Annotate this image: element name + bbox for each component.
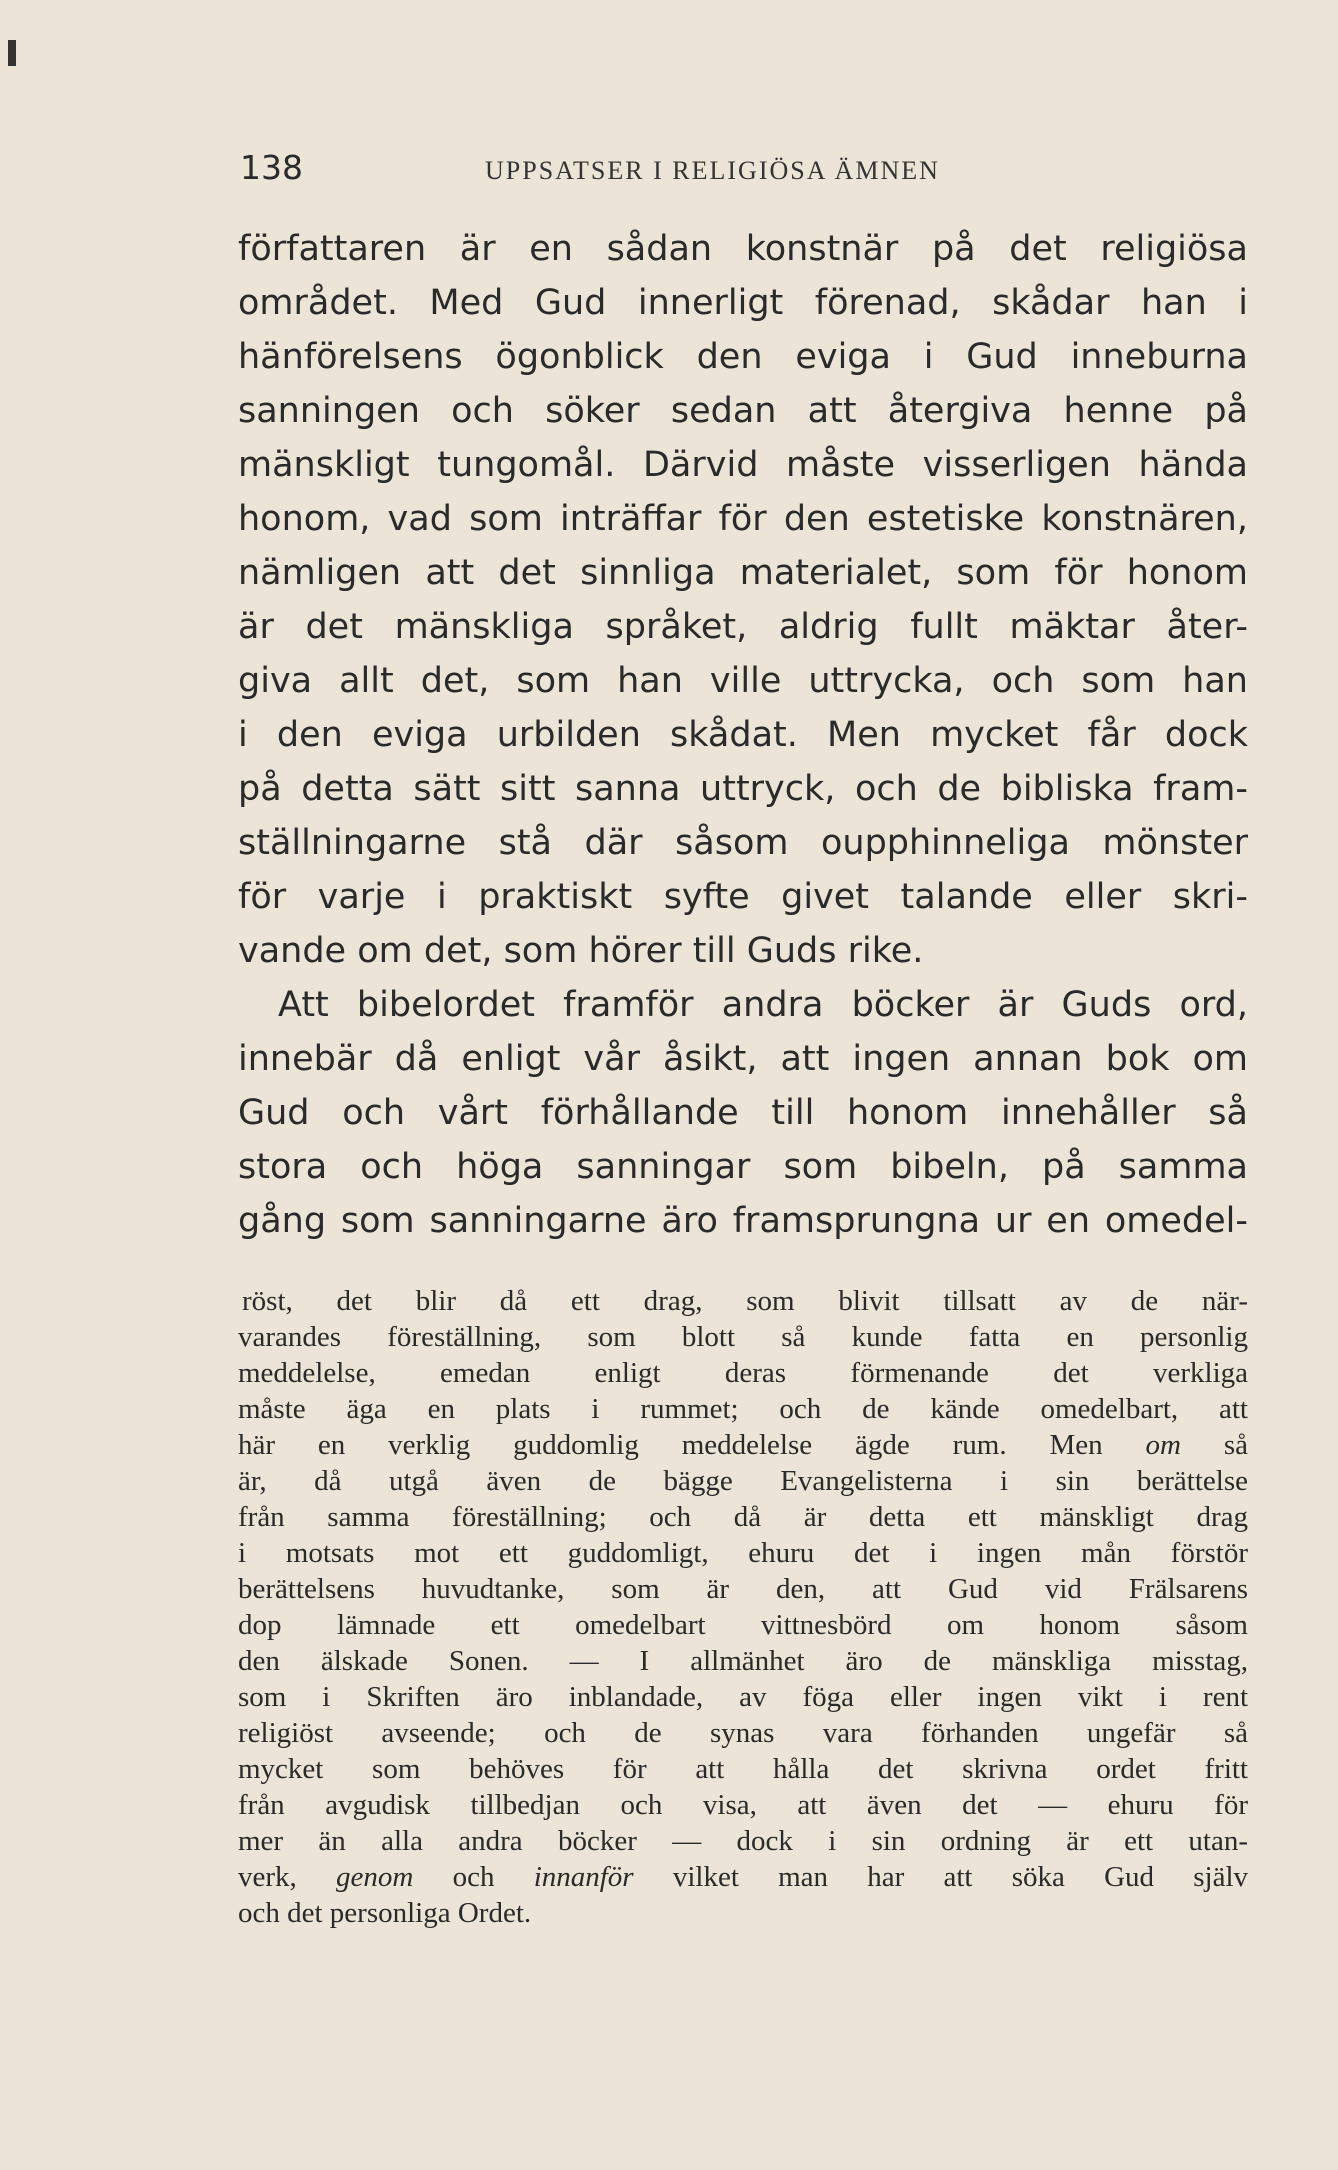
text-line: för varje i praktiskt syfte givet talande eller skri- [238, 877, 1248, 917]
footnote-line: den älskade Sonen. — I allmänhet äro de mänskliga misstag, [238, 1645, 1248, 1677]
footnote-line: dop lämnade ett omedelbart vittnesbörd om honom såsom [238, 1609, 1248, 1641]
footnote-line: är, då utgå även de bägge Evangelisterna i sin berättelse [238, 1465, 1248, 1497]
footnote-line: från avgudisk tillbedjan och visa, att även det — ehuru för [238, 1789, 1248, 1821]
footnote-line: röst, det blir då ett drag, som blivit tillsatt av de när- [242, 1285, 1248, 1317]
footnote-italic-word: om [1145, 1429, 1181, 1461]
footnote [238, 1283, 1248, 1931]
text-line: gång som sanningarne äro framsprungna ur en omedel- [238, 1201, 1248, 1241]
text-line: i den eviga urbilden skådat. Men mycket får dock [238, 715, 1248, 755]
footnote-segment: och [452, 1861, 495, 1893]
text-line: mänskligt tungomål. Därvid måste visserligen hända [238, 445, 1248, 485]
footnote-line [238, 1427, 1248, 1463]
text-line: nämligen att det sinnliga materialet, som för honom [238, 553, 1248, 593]
footnote-line: varandes föreställning, som blott så kunde fatta en personlig [238, 1321, 1248, 1353]
page-header [240, 148, 1248, 192]
footnote-segment: så [1223, 1429, 1248, 1461]
footnote-italic-word: innanför [533, 1861, 634, 1893]
footnote-segment: verk, [238, 1861, 297, 1893]
footnote-line [238, 1859, 1248, 1895]
footnote-line: berättelsens huvudtanke, som är den, att Gud vid Frälsarens [238, 1573, 1248, 1605]
text-line: stora och höga sanningar som bibeln, på samma [238, 1147, 1248, 1187]
footnote-line: måste äga en plats i rummet; och de kände omedelbart, att [238, 1393, 1248, 1425]
text-line: innebär då enligt vår åsikt, att ingen annan bok om [238, 1039, 1248, 1079]
footnote-line: mer än alla andra böcker — dock i sin ordning är ett utan- [238, 1825, 1248, 1857]
text-line: sanningen och söker sedan att återgiva henne på [238, 391, 1248, 431]
footnote-line: i motsats mot ett guddomligt, ehuru det i ingen mån förstör [238, 1537, 1248, 1569]
footnote-line: från samma föreställning; och då är detta ett mänskligt drag [238, 1501, 1248, 1533]
text-line: författaren är en sådan konstnär på det religiösa [238, 229, 1248, 269]
main-text [238, 222, 1248, 1248]
text-line: vande om det, som hörer till Guds rike. [238, 931, 924, 971]
text-line: hänförelsens ögonblick den eviga i Gud inneburna [238, 337, 1248, 377]
footnote-line: och det personliga Ordet. [238, 1897, 532, 1929]
text-line: Gud och vårt förhållande till honom innehåller så [238, 1093, 1248, 1133]
page-edge-mark [8, 40, 16, 66]
paragraph-start-line: Att bibelordet framför andra böcker är Guds ord, [278, 985, 1248, 1025]
footnote-italic-word: genom [336, 1861, 414, 1893]
footnote-line: religiöst avseende; och de synas vara förhanden ungefär så [238, 1717, 1248, 1749]
footnote-line: mycket som behöves för att hålla det skrivna ordet fritt [238, 1753, 1248, 1785]
footnote-segment: här en verklig guddomlig meddelelse ägde rum. Men [238, 1429, 1103, 1461]
text-line: giva allt det, som han ville uttrycka, och som han [238, 661, 1248, 701]
text-line: på detta sätt sitt sanna uttryck, och de bibliska fram- [238, 769, 1248, 809]
footnote-line: som i Skriften äro inblandade, av föga eller ingen vikt i rent [238, 1681, 1248, 1713]
footnote-line: meddelelse, emedan enligt deras förmenande det verkliga [238, 1357, 1248, 1389]
running-head: UPPSATSER I RELIGIÖSA ÄMNEN [485, 156, 940, 185]
page-number: 138 [240, 148, 303, 187]
footnote-segment: vilket man har att söka Gud själv [672, 1861, 1248, 1893]
text-line: området. Med Gud innerligt förenad, skådar han i [238, 283, 1248, 323]
text-line: ställningarne stå där såsom oupphinneliga mönster [238, 823, 1248, 863]
text-line: är det mänskliga språket, aldrig fullt mäktar åter- [238, 607, 1248, 647]
text-line: honom, vad som inträffar för den estetiske konstnären, [238, 499, 1248, 539]
